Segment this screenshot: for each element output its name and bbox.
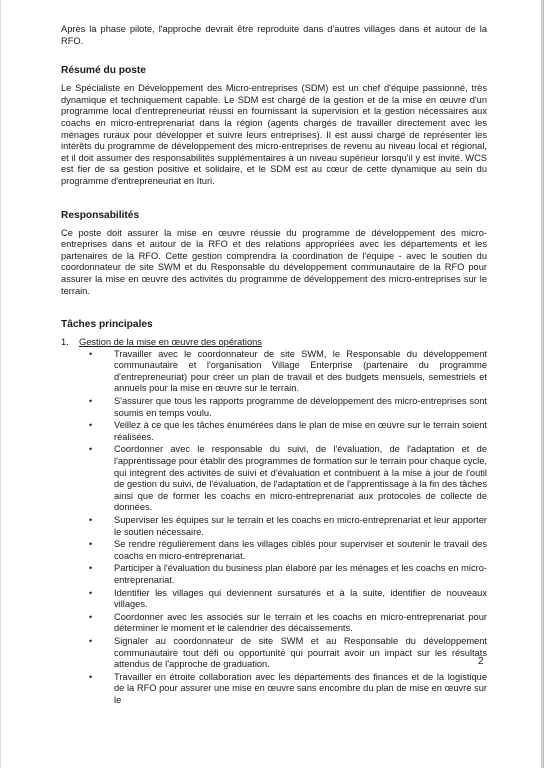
list-item <box>89 539 487 562</box>
task-item-number: 1. <box>61 337 69 348</box>
list-item <box>89 587 487 611</box>
list-item-text: Travailler en étroite collaboration avec les départements des finances et de la logistique de la RFO pour assurer une mise en œuvre sans encombre du plan de mise en œuvre sur le <box>114 671 487 705</box>
bullet-icon: • <box>89 420 93 431</box>
list-item-text: Coordonner avec le responsable du suivi, de l'évaluation, de l'adaptation et de l'apprentissage pour établir des programmes de formation sur le terrain pour chaque cycle, qui intègrent des activités de suivi et d'évaluation et contribuent à la mise à jour de l'outil de gestion du suivi, de l'évaluation, de l'adaptation et de l'apprentissage à la fin des tâches ainsi que de former les coachs en micro-entreprenariat aux protocoles de collecte de données. <box>114 444 487 513</box>
resume-paragraph: Le Spécialiste en Développement des Micro-entreprises (SDM) est un chef d'équipe passionné, très dynamique et techniquement capable. Le SDM est chargé de la gestion et de la mise en œuvre d'un programme local d'entrepreneuriat réussi en fournissant la supervision et la gestion nécessaires aux coachs en micro-entreprenariat dans la région (agents chargés de travailler directement avec les ménages ruraux pour développer et suivre leurs entreprises). Il est aussi chargé de représenter les intérêts du programme de développement des micro-entreprises de revenu au niveau local et régional, et il doit assumer des responsabilités supplémentaires à un niveau supérieur lorsqu'il y est invité. WCS est fier de sa gestion positive et solidaire, et le SDM est au cœur de cette dynamique au sein du programme d'entrepreneuriat en Ituri. <box>61 83 487 186</box>
list-item <box>89 671 487 707</box>
bullet-icon: • <box>89 348 93 359</box>
responsabilites-heading: Responsabilités <box>61 209 140 221</box>
bullet-icon: • <box>89 611 93 622</box>
taches-heading: Tâches principales <box>61 319 153 331</box>
intro-paragraph: Après la phase pilote, l'approche devrait être reproduite dans d'autres villages dans et autour de la RFO. <box>61 24 487 46</box>
bullet-icon: • <box>89 396 93 407</box>
list-item-text: Veillez à ce que les tâches énumérées dans le plan de mise en œuvre sur le terrain soient réalisées. <box>114 420 487 442</box>
bullet-icon: • <box>89 539 93 550</box>
responsabilites-section <box>61 210 487 298</box>
resume-heading: Résumé du poste <box>61 65 146 77</box>
responsabilites-paragraph: Ce poste doit assurer la mise en œuvre réussie du programme de développement des micro-entreprises dans et autour de la RFO et des relations appropriées avec les départements et les partenaires de la RFO. Cette gestion comprendra la coordination de l'équipe - avec le soutien du coordonnateur de site SWM et du Responsable du développement communautaire de la RFO pour assurer la mise en œuvre des activités du programme de développement des micro-entreprises sur le terrain. <box>61 227 487 296</box>
list-item-text: Participer à l'évaluation du business plan élaboré par les ménages et les coachs en micro-entreprenariat. <box>114 563 487 585</box>
list-item <box>89 444 487 514</box>
bullet-icon: • <box>89 515 93 525</box>
list-item-text: S'assurer que tous les rapports programme de développement des micro-entreprises sont soumis en temps voulu. <box>114 396 487 418</box>
bullet-icon: • <box>89 587 93 598</box>
list-item-text: Se rendre régulièrement dans les villages ciblés pour superviser et soutenir le travail des coachs en micro-entreprenariat. <box>114 539 487 561</box>
bullet-icon: • <box>89 635 93 646</box>
bullet-icon: • <box>89 563 93 574</box>
page-number: 2 <box>478 656 484 667</box>
list-item-text: Identifier les villages qui deviennent sursaturés et à la suite, identifier de nouveaux villages. <box>114 587 487 610</box>
list-item <box>89 635 487 671</box>
list-item-text: Signaler au coordonnateur de site SWM et au Responsable du développement communautaire tout défi ou opportunité qui pourrait avoir un impact sur les résultats attendus de l'approche de graduation. <box>114 635 487 670</box>
taches-section <box>61 319 487 706</box>
bullet-icon: • <box>89 671 93 682</box>
list-item-text: Coordonner avec les associés sur le terrain et les coachs en micro-entreprenariat pour déterminer le moment et le calendrier des décaissements. <box>114 611 487 634</box>
list-item-text: Travailler avec le coordonnateur de site SWM, le Responsable du développement communautaire et l'organisation Village Enterprise (partenaire du programme d'entrepreneuriat) pour créer un plan de travail et des budgets mensuels, semestriels et annuels pour la mise en œuvre sur le terrain. <box>114 348 487 394</box>
list-item <box>89 420 487 443</box>
list-item <box>89 563 487 586</box>
bullet-icon: • <box>89 444 93 455</box>
task-item-title: Gestion de la mise en œuvre des opérations <box>79 337 262 348</box>
page-content <box>61 24 487 708</box>
list-item-text: Superviser les équipes sur le terrain et les coachs en micro-entreprenariat et leur apporter le soutien nécessaire. <box>114 515 487 537</box>
list-item <box>89 396 487 419</box>
resume-section <box>61 65 487 187</box>
list-item <box>89 348 487 395</box>
list-item <box>89 611 487 635</box>
task-item-header <box>61 337 487 349</box>
task-bullet-list <box>89 348 487 707</box>
list-item <box>89 515 487 538</box>
